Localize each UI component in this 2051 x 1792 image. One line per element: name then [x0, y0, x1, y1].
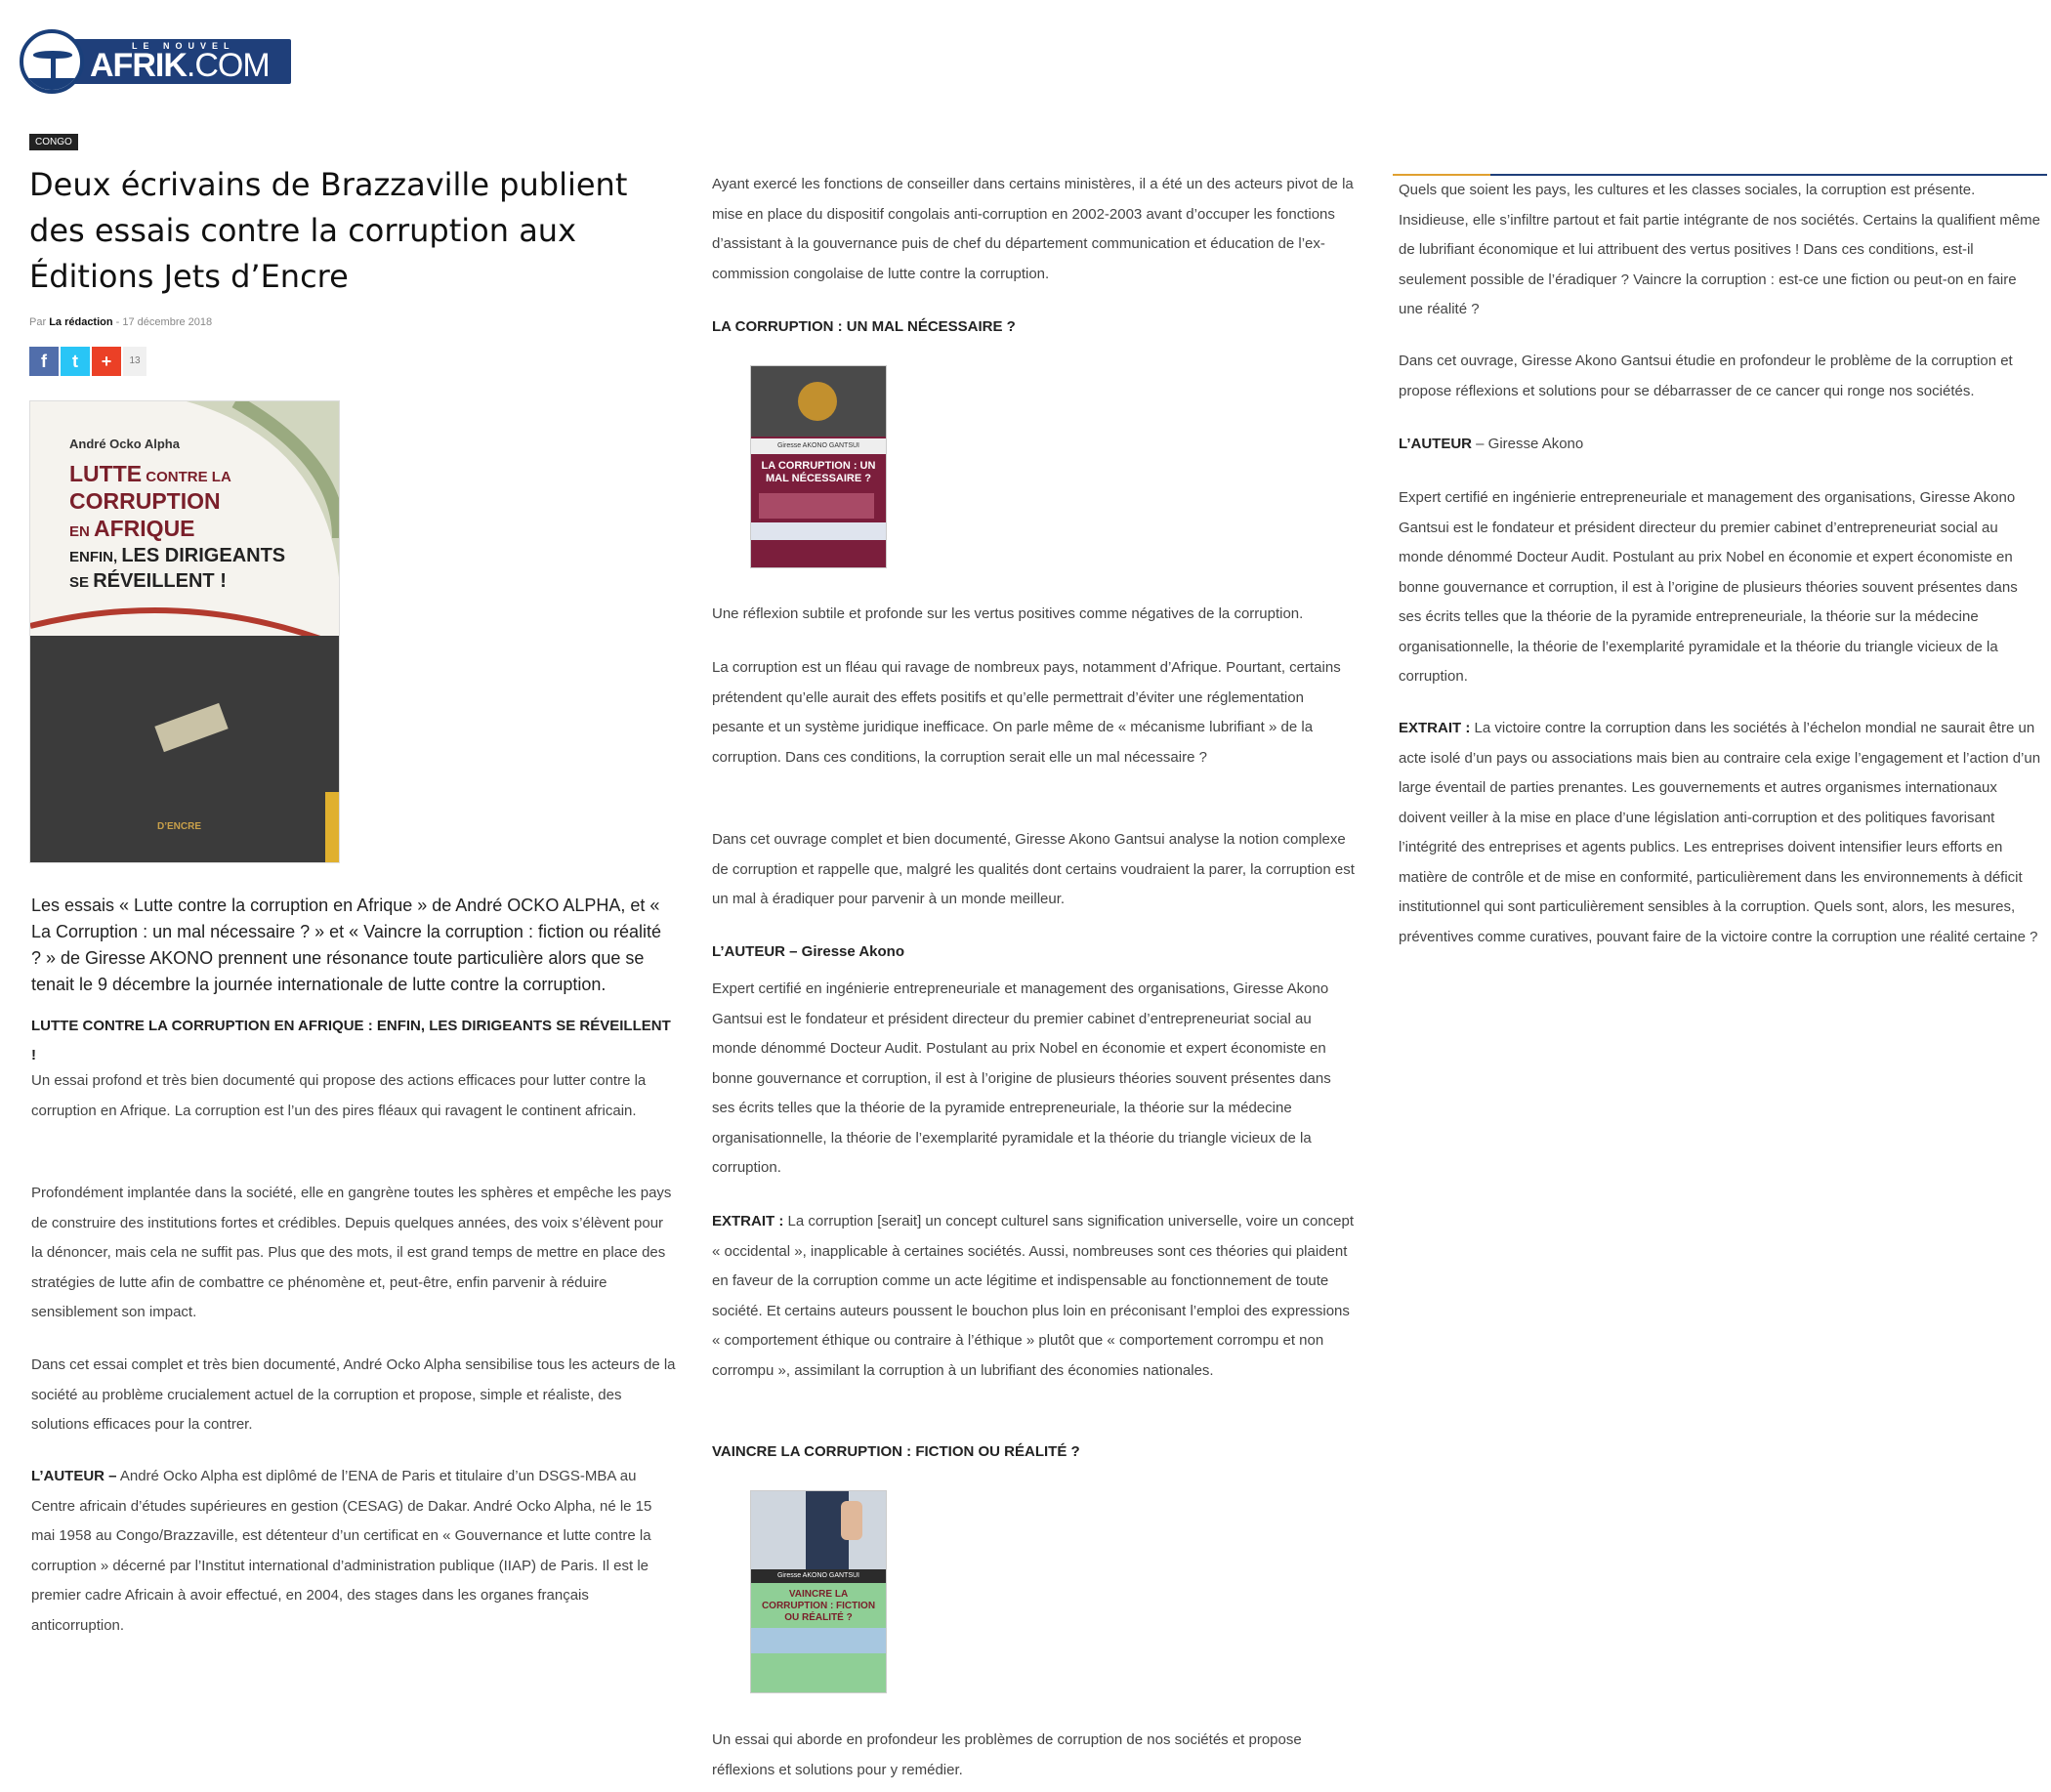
col2-paragraph-0: Ayant exercé les fonctions de conseiller dans certains ministères, il a été un des acteurs pivot de la mise en place du dispositif congolais anti-corruption en 2002-2003 avant d’occuper les fonctions d’assistant à la gouvernance puis de chef du département communication et éducation de l’ex-commission congolaise de lutte contre la corruption. — [712, 176, 1354, 282]
more-share-icon[interactable]: + — [92, 347, 121, 376]
col3-paragraph-extrait: EXTRAIT : La victoire contre la corruption dans les sociétés à l’échelon mondial ne saurait être un acte isolé d’un pays ou associations mais bien au contraire cela exige l’engagement et l’action d’un large éventail de parties prenantes. Les gouvernements et autres organismes internationaux doivent veiller à la mise en place d’une législation anti-corruption et des politiques favorisant l’intégrité des entreprises et agents publics. Les entreprises doivent intensifier leurs efforts en matière de contrôle et de mise en conformité, particulièrement dans les environnements à déficit institutionnel qui sont particulièrement sensibles à la corruption. Quels sont, alors, les mesures, préventives comme curatives, pouvant faire de la victoire contre la corruption une réalité certaine ? — [1399, 720, 2041, 945]
page-title: Deux écrivains de Brazzaville publient des essais contre la corruption aux Éditions Jets d’Encre — [29, 166, 628, 295]
col1-paragraph-1: Un essai profond et très bien documenté qui propose des actions efficaces pour lutter contre la corruption en Afrique. La corruption est l’un des pires fléaux qui ravagent le continent africain. — [31, 1072, 647, 1119]
col3-paragraph-3: Expert certifié en ingénierie entrepreneuriale et management des organisations, Giresse Akono Gantsui est le fondateur et président directeur du premier cabinet d’entrepreneuriat social au monde dénommé Docteur Audit. Postulant au prix Nobel en économie et expert économiste en bonne gouvernance et corruption, il est à l’origine de plusieurs théories souvent présentes dans ses écrits telles que la théorie de la pyramide entrepreneuriale, la théorie sur la médecine organisationnelle, la théorie de l’exemplarité pyramidale et la théorie du triangle vicieux de la corruption. — [1399, 489, 2018, 685]
cover-spine-stripe — [325, 792, 339, 862]
col1-paragraph-2: Profondément implantée dans la société, elle en gangrène toutes les sphères et empêche les pays de construire des institutions fortes et crédibles. Depuis quelques années, des voix s’élèvent pour la dénoncer, mais cela ne suffit pas. Plus que des mots, il est grand temps de mettre en place des stratégies de lutte afin de combattre ce phénomène et, peut-être, enfin parvenir à réduire sensiblement son impact. — [31, 1185, 672, 1320]
share-bar — [29, 347, 148, 376]
section-heading-mal-necessaire: LA CORRUPTION : UN MAL NÉCESSAIRE ? — [712, 318, 1016, 335]
category-badge[interactable]: CONGO — [29, 134, 78, 150]
col2-paragraph-6: Un essai qui aborde en profondeur les problèmes de corruption de nos sociétés et propose réflexions et solutions pour y remédier. — [712, 1731, 1302, 1778]
book-cover-mal-necessaire: Giresse AKONO GANTSUI LA CORRUPTION : UN MAL NÉCESSAIRE ? — [750, 365, 887, 568]
book-cover-lutte — [29, 400, 340, 863]
col2-paragraph-extrait: EXTRAIT : La corruption [serait] un concept culturel sans signification universelle, voire un concept « occidental », inapplicable à certaines sociétés. Aussi, nombreuses sont ces théories qui plaident en faveur de la corruption comme un acte légitime et indispensable au fonctionnement de toute société. Et certains auteurs poussent le bouchon plus loin en préconisant l’emploi des expressions « comportement éthique ou contraire à l’éthique » plutôt que « comportement corrompu et non corrompu », assimilant la corruption à un lubrifiant des économies nationales. — [712, 1213, 1354, 1379]
article-lead: Les essais « Lutte contre la corruption en Afrique » de André OCKO ALPHA, et « La Corruption : un mal nécessaire ? » et « Vaincre la corruption : fiction ou réalité ? » de Giresse AKONO prennent une résonance toute particulière alors que se tenait le 9 décembre la journée internationale de lutte contre la corruption. — [31, 896, 662, 994]
book-cover-vaincre: Giresse AKONO GANTSUI VAINCRE LA CORRUPTION : FICTION OU RÉALITÉ ? — [750, 1490, 887, 1693]
col2-paragraph-3: Dans cet ouvrage complet et bien documenté, Giresse Akono Gantsui analyse la notion complexe de corruption et rappelle que, malgré les qualités dont certains voudraient la parer, la corruption est un mal à éradiquer pour parvenir à un monde meilleur. — [712, 831, 1355, 907]
col3-paragraph-2: Dans cet ouvrage, Giresse Akono Gantsui étudie en profondeur le problème de la corruption et propose réflexions et solutions pour se débarrasser de ce cancer qui ronge nos sociétés. — [1399, 353, 2013, 399]
col1-paragraph-author: L’AUTEUR – André Ocko Alpha est diplômé de l’ENA de Paris et titulaire d’un DSGS-MBA au Centre africain d’études supérieures en gestion (CESAG) de Dakar. André Ocko Alpha, né le 15 mai 1958 au Congo/Brazzaville, est détenteur d’un certificat en « Gouvernance et lutte contre la corruption » décerné par l’Institut international d’administration publique (IIAP) de Paris. Il est le premier cadre Africain à avoir effectué, en 2004, des stages dans les organes français anticorruption. — [31, 1468, 652, 1634]
col2-paragraph-1: Une réflexion subtile et profonde sur les vertus positives comme négatives de la corruption. — [712, 605, 1304, 622]
twitter-share-icon[interactable]: t — [61, 347, 90, 376]
section-heading-vaincre: VAINCRE LA CORRUPTION : FICTION OU RÉALITÉ ? — [712, 1443, 1080, 1460]
bitcoin-icon — [798, 382, 837, 421]
cover-publisher: D’ENCRE — [157, 821, 202, 832]
section-heading-auteur-2: L’AUTEUR – Giresse Akono — [1399, 436, 1584, 452]
col1-paragraph-3: Dans cet essai complet et très bien documenté, André Ocko Alpha sensibilise tous les acteurs de la société au problème crucialement actuel de la corruption et propose, simple et réaliste, des solutions efficaces pour la contrer. — [31, 1356, 676, 1433]
logo-emblem — [20, 29, 84, 94]
logo-name: AFRIK.COM — [90, 47, 270, 84]
col3-paragraph-1: Quels que soient les pays, les cultures et les classes sociales, la corruption est présente. Insidieuse, elle s’infiltre partout et fait partie intégrante de nos sociétés. Certains la qualifient même de lubrifiant économique et lui attribuent des vertus positives ! Dans ces conditions, est-il seulement possible de l’éradiquer ? Vaincre la corruption : est-ce une fiction ou peut-on en faire une réalité ? — [1399, 182, 2041, 317]
author-link[interactable]: La rédaction — [49, 316, 113, 328]
facebook-share-icon[interactable]: f — [29, 347, 59, 376]
logo-top-text: LE NOUVEL — [132, 41, 235, 51]
article-meta: Par La rédaction - 17 décembre 2018 — [29, 316, 213, 328]
share-count: 13 — [123, 347, 146, 376]
section-heading-auteur: L’AUTEUR – Giresse Akono — [712, 943, 904, 960]
cover-author: André Ocko Alpha — [69, 437, 180, 451]
col2-paragraph-2: La corruption est un fléau qui ravage de nombreux pays, notamment d’Afrique. Pourtant, certains prétendent qu’elle aurait des effets positifs et qu’elle permettrait d’éviter une réglementation pesante et un système juridique inefficace. On parle même de « mécanisme lubrifiant » de la corruption. Dans ces conditions, la corruption serait elle un mal nécessaire ? — [712, 659, 1341, 766]
site-logo[interactable] — [20, 27, 273, 98]
stop-hand-icon — [841, 1501, 862, 1540]
section-heading-lutte: LUTTE CONTRE LA CORRUPTION EN AFRIQUE : ENFIN, LES DIRIGEANTS SE RÉVEILLENT ! — [31, 1018, 671, 1063]
cover-title: LUTTE CONTRE LA CORRUPTION EN AFRIQUE ENFIN, LES DIRIGEANTS SE RÉVEILLENT ! — [69, 461, 286, 592]
col2-paragraph-4: Expert certifié en ingénierie entrepreneuriale et management des organisations, Giresse Akono Gantsui est le fondateur et président directeur du premier cabinet d’entrepreneuriat social au monde dénommé Docteur Audit. Postulant au prix Nobel en économie et expert économiste en bonne gouvernance et corruption, il est à l’origine de plusieurs théories souvent présentes dans ses écrits telles que la théorie de la pyramide entrepreneuriale, la théorie sur la médecine organisationnelle, la théorie de l’exemplarité pyramidale et la théorie du triangle vicieux de la corruption. — [712, 980, 1331, 1176]
article-date: 17 décembre 2018 — [122, 316, 213, 328]
